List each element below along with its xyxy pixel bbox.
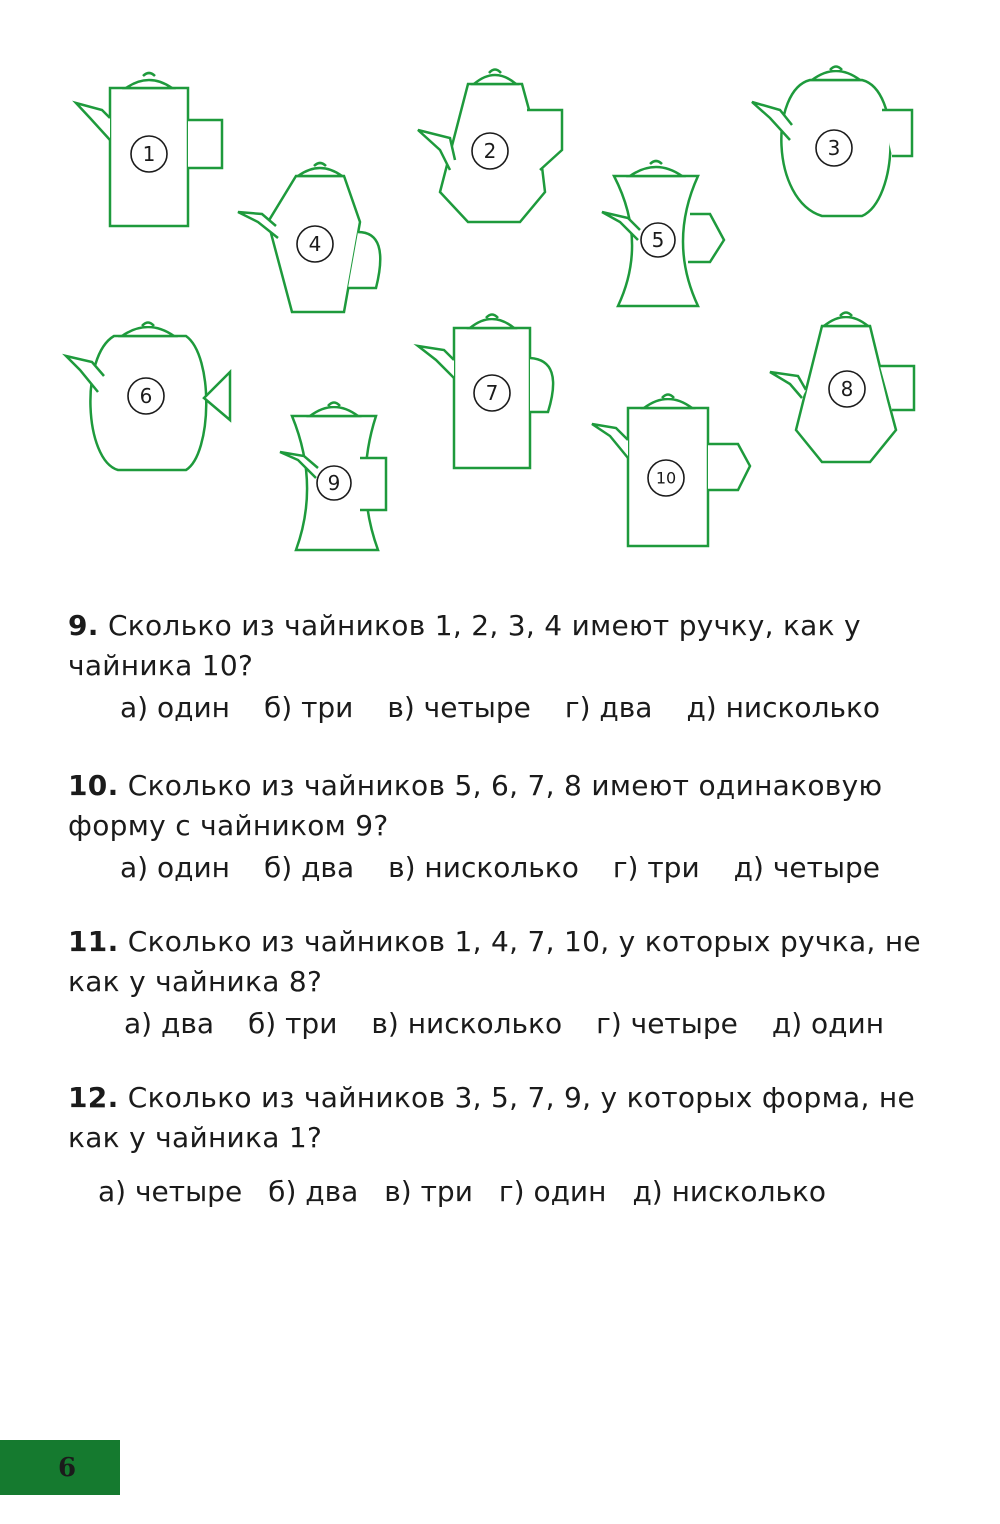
teapot-1: [76, 73, 222, 226]
teapot-label: 6: [139, 384, 153, 408]
teapot-label: 10: [655, 468, 677, 488]
answer-options: [68, 1172, 938, 1212]
answer-g[interactable]: г) один: [498, 1175, 607, 1208]
answer-v[interactable]: в) три: [384, 1175, 473, 1208]
answer-options: [68, 848, 938, 888]
answer-b[interactable]: б) три: [263, 691, 354, 724]
teapot-label: 4: [308, 232, 322, 256]
answer-d[interactable]: д) нисколько: [686, 691, 881, 724]
teapot-label: 7: [485, 381, 499, 405]
answer-a[interactable]: а) один: [120, 691, 230, 724]
answer-d[interactable]: д) один: [771, 1007, 885, 1040]
teapot-label: 5: [651, 228, 665, 252]
answer-v[interactable]: в) четыре: [387, 691, 531, 724]
answer-b[interactable]: б) два: [263, 851, 355, 884]
question-text: Сколько из чайников 5, 6, 7, 8 имеют одинаковую форму с чайником 9?: [68, 769, 883, 842]
answer-b[interactable]: б) три: [248, 1007, 338, 1040]
teapot-label: 1: [142, 142, 156, 166]
teapot-3: [752, 67, 912, 217]
answer-g[interactable]: г) два: [564, 691, 653, 724]
teapot-2: [418, 70, 562, 223]
question-12: [68, 1078, 938, 1212]
question-11: [68, 922, 938, 1044]
question-number: 12.: [68, 1081, 119, 1114]
question-number: 11.: [68, 925, 119, 958]
teapot-label: 2: [483, 139, 497, 163]
page-number: 6: [58, 1452, 77, 1483]
question-text: Сколько из чайников 1, 2, 3, 4 имеют ручку, как у чайника 10?: [68, 609, 861, 682]
answer-v[interactable]: в) нисколько: [388, 851, 579, 884]
question-text: Сколько из чайников 3, 5, 7, 9, у которых форма, не как у чайника 1?: [68, 1081, 916, 1154]
teapot-label: 3: [827, 136, 841, 160]
question-number: 9.: [68, 609, 99, 642]
answer-a[interactable]: а) два: [124, 1007, 215, 1040]
teapot-10: [592, 395, 750, 547]
teapot-label: 9: [327, 471, 341, 495]
answer-d[interactable]: д) нисколько: [632, 1175, 827, 1208]
teapot-7: [418, 315, 553, 469]
answer-options: [68, 688, 938, 728]
teapot-8: [770, 313, 914, 463]
question-number: 10.: [68, 769, 119, 802]
answer-g[interactable]: г) четыре: [596, 1007, 738, 1040]
question-10: [68, 766, 938, 888]
answer-d[interactable]: д) четыре: [733, 851, 881, 884]
teapot-label: 8: [840, 377, 854, 401]
answer-g[interactable]: г) три: [612, 851, 700, 884]
teapot-6: [66, 323, 230, 471]
answer-v[interactable]: в) нисколько: [371, 1007, 563, 1040]
teapot-9: [280, 403, 386, 551]
answer-a[interactable]: а) один: [120, 851, 230, 884]
teapots-illustration: [0, 0, 1000, 580]
page-number-tab: [0, 1440, 120, 1495]
answer-options: [68, 1004, 938, 1044]
question-9: [68, 606, 938, 728]
answer-b[interactable]: б) два: [268, 1175, 359, 1208]
teapot-4: [238, 163, 380, 312]
answer-a[interactable]: а) четыре: [98, 1175, 243, 1208]
teapot-5: [602, 161, 724, 306]
question-text: Сколько из чайников 1, 4, 7, 10, у которых ручка, не как у чайника 8?: [68, 925, 921, 998]
